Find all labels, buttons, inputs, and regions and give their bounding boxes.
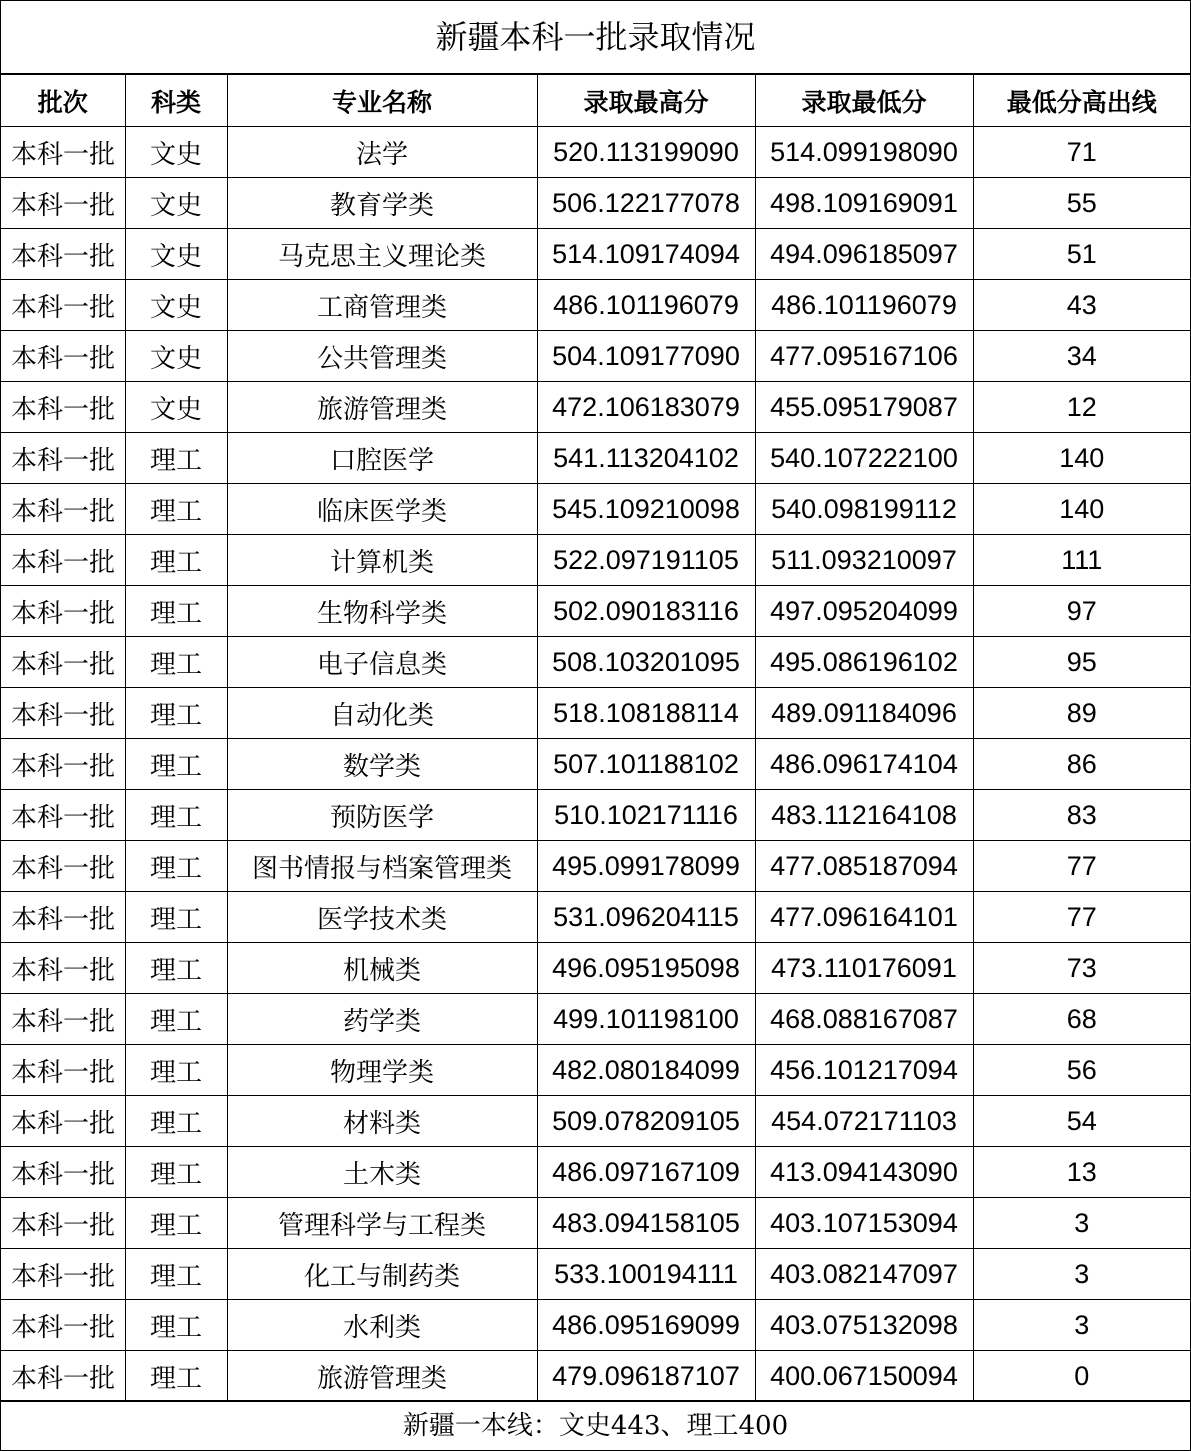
table-row: [1, 688, 1190, 739]
major-cell: 计算机类: [227, 535, 537, 586]
min-score-cell: 403.082147097: [755, 1249, 973, 1300]
header-above-line: 最低分高出线: [973, 75, 1190, 127]
category-cell: 文史: [125, 127, 227, 178]
batch-cell: 本科一批: [1, 1045, 125, 1096]
table-header: [1, 75, 1190, 127]
min-score-cell: 540.098199112: [755, 484, 973, 535]
max-score-cell: 483.094158105: [537, 1198, 755, 1249]
min-score-cell: 486.101196079: [755, 280, 973, 331]
batch-cell: 本科一批: [1, 637, 125, 688]
table-row: [1, 484, 1190, 535]
batch-cell: 本科一批: [1, 229, 125, 280]
above-line-cell: 51: [973, 229, 1190, 280]
max-score-cell: 522.097191105: [537, 535, 755, 586]
category-cell: 理工: [125, 892, 227, 943]
batch-cell: 本科一批: [1, 331, 125, 382]
batch-cell: 本科一批: [1, 1249, 125, 1300]
category-cell: 理工: [125, 739, 227, 790]
batch-cell: 本科一批: [1, 1198, 125, 1249]
above-line-cell: 83: [973, 790, 1190, 841]
major-cell: 化工与制药类: [227, 1249, 537, 1300]
max-score-cell: 486.101196079: [537, 280, 755, 331]
max-score-cell: 499.101198100: [537, 994, 755, 1045]
batch-cell: 本科一批: [1, 1351, 125, 1402]
min-score-cell: 413.094143090: [755, 1147, 973, 1198]
max-score-cell: 472.106183079: [537, 382, 755, 433]
min-score-cell: 494.096185097: [755, 229, 973, 280]
table-row: [1, 1249, 1190, 1300]
table-row: [1, 1147, 1190, 1198]
major-cell: 医学技术类: [227, 892, 537, 943]
major-cell: 材料类: [227, 1096, 537, 1147]
major-cell: 旅游管理类: [227, 382, 537, 433]
header-batch: 批次: [1, 75, 125, 127]
category-cell: 理工: [125, 688, 227, 739]
min-score-cell: 400.067150094: [755, 1351, 973, 1402]
table-row: [1, 331, 1190, 382]
min-score-cell: 468.088167087: [755, 994, 973, 1045]
above-line-cell: 43: [973, 280, 1190, 331]
batch-cell: 本科一批: [1, 535, 125, 586]
category-cell: 理工: [125, 1249, 227, 1300]
table-row: [1, 535, 1190, 586]
category-cell: 理工: [125, 586, 227, 637]
table-row: [1, 1045, 1190, 1096]
table-row: [1, 637, 1190, 688]
table-row: [1, 127, 1190, 178]
major-cell: 管理科学与工程类: [227, 1198, 537, 1249]
category-cell: 理工: [125, 1096, 227, 1147]
batch-cell: 本科一批: [1, 994, 125, 1045]
table-body: [1, 127, 1190, 1402]
batch-cell: 本科一批: [1, 382, 125, 433]
above-line-cell: 12: [973, 382, 1190, 433]
above-line-cell: 34: [973, 331, 1190, 382]
major-cell: 法学: [227, 127, 537, 178]
category-cell: 理工: [125, 1198, 227, 1249]
max-score-cell: 504.109177090: [537, 331, 755, 382]
max-score-cell: 507.101188102: [537, 739, 755, 790]
batch-cell: 本科一批: [1, 790, 125, 841]
max-score-cell: 479.096187107: [537, 1351, 755, 1402]
above-line-cell: 140: [973, 433, 1190, 484]
batch-cell: 本科一批: [1, 1300, 125, 1351]
table-row: [1, 892, 1190, 943]
major-cell: 机械类: [227, 943, 537, 994]
batch-cell: 本科一批: [1, 943, 125, 994]
major-cell: 教育学类: [227, 178, 537, 229]
header-max-score: 录取最高分: [537, 75, 755, 127]
min-score-cell: 477.095167106: [755, 331, 973, 382]
above-line-cell: 71: [973, 127, 1190, 178]
above-line-cell: 77: [973, 841, 1190, 892]
major-cell: 口腔医学: [227, 433, 537, 484]
batch-cell: 本科一批: [1, 1147, 125, 1198]
major-cell: 物理学类: [227, 1045, 537, 1096]
category-cell: 理工: [125, 841, 227, 892]
above-line-cell: 3: [973, 1300, 1190, 1351]
min-score-cell: 498.109169091: [755, 178, 973, 229]
major-cell: 自动化类: [227, 688, 537, 739]
major-cell: 药学类: [227, 994, 537, 1045]
major-cell: 电子信息类: [227, 637, 537, 688]
category-cell: 理工: [125, 1351, 227, 1402]
major-cell: 预防医学: [227, 790, 537, 841]
category-cell: 理工: [125, 790, 227, 841]
batch-cell: 本科一批: [1, 178, 125, 229]
max-score-cell: 482.080184099: [537, 1045, 755, 1096]
batch-cell: 本科一批: [1, 892, 125, 943]
table-row: [1, 382, 1190, 433]
max-score-cell: 533.100194111: [537, 1249, 755, 1300]
category-cell: 理工: [125, 1147, 227, 1198]
category-cell: 文史: [125, 280, 227, 331]
category-cell: 文史: [125, 178, 227, 229]
min-score-cell: 455.095179087: [755, 382, 973, 433]
above-line-cell: 3: [973, 1198, 1190, 1249]
min-score-cell: 454.072171103: [755, 1096, 973, 1147]
admission-table: [1, 75, 1190, 1402]
page-title: 新疆本科一批录取情况: [1, 1, 1190, 75]
table-row: [1, 1096, 1190, 1147]
above-line-cell: 3: [973, 1249, 1190, 1300]
max-score-cell: 496.095195098: [537, 943, 755, 994]
batch-cell: 本科一批: [1, 1096, 125, 1147]
batch-cell: 本科一批: [1, 127, 125, 178]
category-cell: 理工: [125, 943, 227, 994]
table-row: [1, 790, 1190, 841]
min-score-cell: 456.101217094: [755, 1045, 973, 1096]
min-score-cell: 486.096174104: [755, 739, 973, 790]
table-row: [1, 1300, 1190, 1351]
batch-cell: 本科一批: [1, 433, 125, 484]
above-line-cell: 111: [973, 535, 1190, 586]
batch-cell: 本科一批: [1, 739, 125, 790]
category-cell: 理工: [125, 637, 227, 688]
table-row: [1, 994, 1190, 1045]
table-row: [1, 739, 1190, 790]
batch-cell: 本科一批: [1, 484, 125, 535]
table-row: [1, 586, 1190, 637]
min-score-cell: 473.110176091: [755, 943, 973, 994]
header-major: 专业名称: [227, 75, 537, 127]
max-score-cell: 495.099178099: [537, 841, 755, 892]
table-row: [1, 841, 1190, 892]
max-score-cell: 518.108188114: [537, 688, 755, 739]
max-score-cell: 514.109174094: [537, 229, 755, 280]
above-line-cell: 140: [973, 484, 1190, 535]
table-row: [1, 280, 1190, 331]
major-cell: 水利类: [227, 1300, 537, 1351]
above-line-cell: 77: [973, 892, 1190, 943]
max-score-cell: 486.095169099: [537, 1300, 755, 1351]
category-cell: 文史: [125, 331, 227, 382]
major-cell: 旅游管理类: [227, 1351, 537, 1402]
above-line-cell: 13: [973, 1147, 1190, 1198]
major-cell: 马克思主义理论类: [227, 229, 537, 280]
major-cell: 图书情报与档案管理类: [227, 841, 537, 892]
min-score-cell: 403.107153094: [755, 1198, 973, 1249]
major-cell: 生物科学类: [227, 586, 537, 637]
table-row: [1, 178, 1190, 229]
above-line-cell: 97: [973, 586, 1190, 637]
category-cell: 文史: [125, 382, 227, 433]
score-line-note: 新疆一本线：文史443、理工400: [1, 1400, 1190, 1450]
batch-cell: 本科一批: [1, 280, 125, 331]
max-score-cell: 486.097167109: [537, 1147, 755, 1198]
table-row: [1, 1198, 1190, 1249]
table-row: [1, 229, 1190, 280]
min-score-cell: 497.095204099: [755, 586, 973, 637]
max-score-cell: 502.090183116: [537, 586, 755, 637]
batch-cell: 本科一批: [1, 586, 125, 637]
category-cell: 理工: [125, 484, 227, 535]
max-score-cell: 520.113199090: [537, 127, 755, 178]
category-cell: 理工: [125, 535, 227, 586]
min-score-cell: 511.093210097: [755, 535, 973, 586]
major-cell: 临床医学类: [227, 484, 537, 535]
table-row: [1, 433, 1190, 484]
max-score-cell: 531.096204115: [537, 892, 755, 943]
header-category: 科类: [125, 75, 227, 127]
min-score-cell: 495.086196102: [755, 637, 973, 688]
category-cell: 理工: [125, 433, 227, 484]
category-cell: 理工: [125, 994, 227, 1045]
min-score-cell: 483.112164108: [755, 790, 973, 841]
major-cell: 公共管理类: [227, 331, 537, 382]
table-row: [1, 1351, 1190, 1402]
above-line-cell: 89: [973, 688, 1190, 739]
max-score-cell: 508.103201095: [537, 637, 755, 688]
min-score-cell: 477.096164101: [755, 892, 973, 943]
above-line-cell: 73: [973, 943, 1190, 994]
major-cell: 数学类: [227, 739, 537, 790]
header-min-score: 录取最低分: [755, 75, 973, 127]
min-score-cell: 489.091184096: [755, 688, 973, 739]
max-score-cell: 541.113204102: [537, 433, 755, 484]
max-score-cell: 545.109210098: [537, 484, 755, 535]
max-score-cell: 506.122177078: [537, 178, 755, 229]
min-score-cell: 540.107222100: [755, 433, 973, 484]
above-line-cell: 0: [973, 1351, 1190, 1402]
max-score-cell: 510.102171116: [537, 790, 755, 841]
category-cell: 理工: [125, 1300, 227, 1351]
above-line-cell: 68: [973, 994, 1190, 1045]
min-score-cell: 514.099198090: [755, 127, 973, 178]
max-score-cell: 509.078209105: [537, 1096, 755, 1147]
above-line-cell: 55: [973, 178, 1190, 229]
batch-cell: 本科一批: [1, 688, 125, 739]
above-line-cell: 86: [973, 739, 1190, 790]
above-line-cell: 56: [973, 1045, 1190, 1096]
header-row: [1, 75, 1190, 127]
batch-cell: 本科一批: [1, 841, 125, 892]
min-score-cell: 403.075132098: [755, 1300, 973, 1351]
category-cell: 理工: [125, 1045, 227, 1096]
above-line-cell: 95: [973, 637, 1190, 688]
category-cell: 文史: [125, 229, 227, 280]
major-cell: 土木类: [227, 1147, 537, 1198]
min-score-cell: 477.085187094: [755, 841, 973, 892]
above-line-cell: 54: [973, 1096, 1190, 1147]
major-cell: 工商管理类: [227, 280, 537, 331]
table-row: [1, 943, 1190, 994]
